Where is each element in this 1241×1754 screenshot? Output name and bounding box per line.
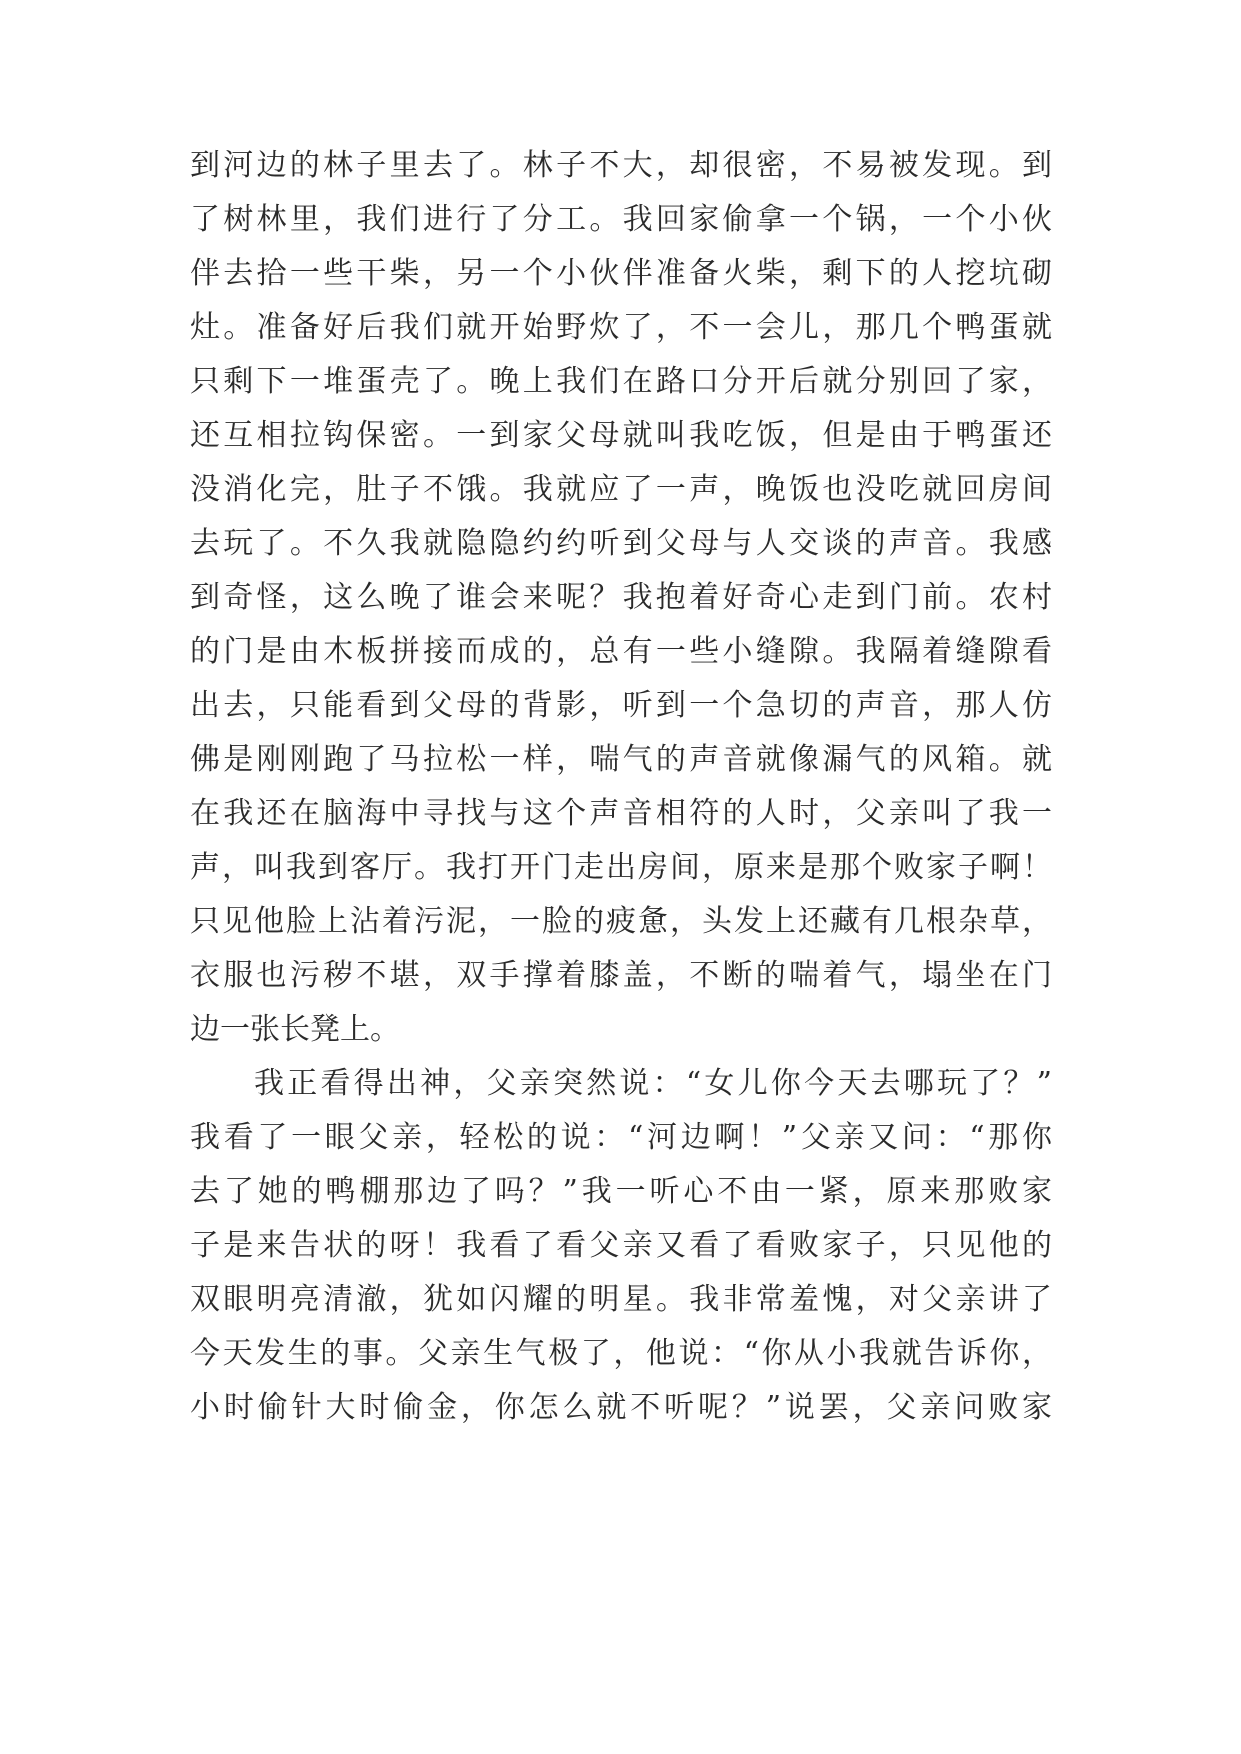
text-line: 没消化完，肚子不饿。我就应了一声，晚饭也没吃就回房间 bbox=[190, 472, 1052, 507]
text-line: 了树林里，我们进行了分工。我回家偷拿一个锅，一个小伙 bbox=[190, 202, 1052, 237]
text-line: 到河边的林子里去了。林子不大，却很密，不易被发现。到 bbox=[190, 148, 1052, 183]
text-line: 到奇怪，这么晚了谁会来呢？我抱着好奇心走到门前。农村 bbox=[190, 580, 1052, 615]
text-line: 灶。准备好后我们就开始野炊了，不一会儿，那几个鸭蛋就 bbox=[190, 310, 1052, 345]
text-line: 只见他脸上沾着污泥，一脸的疲惫，头发上还藏有几根杂草， bbox=[190, 904, 1052, 939]
text-line: 声，叫我到客厅。我打开门走出房间，原来是那个败家子啊！ bbox=[190, 850, 1052, 885]
text-line: 在我还在脑海中寻找与这个声音相符的人时，父亲叫了我一 bbox=[190, 796, 1052, 831]
text-line: 还互相拉钩保密。一到家父母就叫我吃饭，但是由于鸭蛋还 bbox=[190, 418, 1052, 453]
text-line: 双眼明亮清澈，犹如闪耀的明星。我非常羞愧，对父亲讲了 bbox=[190, 1282, 1052, 1317]
text-line: 我看了一眼父亲，轻松的说：“河边啊！”父亲又问：“那你 bbox=[190, 1120, 1052, 1155]
text-line: 的门是由木板拼接而成的，总有一些小缝隙。我隔着缝隙看 bbox=[190, 634, 1052, 669]
text-line: 小时偷针大时偷金，你怎么就不听呢？”说罢，父亲问败家 bbox=[190, 1390, 1052, 1425]
text-line: 佛是刚刚跑了马拉松一样，喘气的声音就像漏气的风箱。就 bbox=[190, 742, 1052, 777]
paragraph-first-line: 我正看得出神，父亲突然说：“女儿你今天去哪玩了？” bbox=[254, 1066, 1052, 1101]
text-line: 去了她的鸭棚那边了吗？”我一听心不由一紧，原来那败家 bbox=[190, 1174, 1052, 1209]
text-line: 去玩了。不久我就隐隐约约听到父母与人交谈的声音。我感 bbox=[190, 526, 1052, 561]
text-line: 今天发生的事。父亲生气极了，他说：“你从小我就告诉你， bbox=[190, 1336, 1052, 1371]
text-line: 子是来告状的呀！我看了看父亲又看了看败家子，只见他的 bbox=[190, 1228, 1052, 1263]
text-line: 衣服也污秽不堪，双手撑着膝盖，不断的喘着气，塌坐在门 bbox=[190, 958, 1052, 993]
text-line: 边一张长凳上。 bbox=[190, 1012, 400, 1047]
text-line: 只剩下一堆蛋壳了。晚上我们在路口分开后就分别回了家， bbox=[190, 364, 1052, 399]
text-line: 出去，只能看到父母的背影，听到一个急切的声音，那人仿 bbox=[190, 688, 1052, 723]
text-line: 伴去拾一些干柴，另一个小伙伴准备火柴，剩下的人挖坑砌 bbox=[190, 256, 1052, 291]
